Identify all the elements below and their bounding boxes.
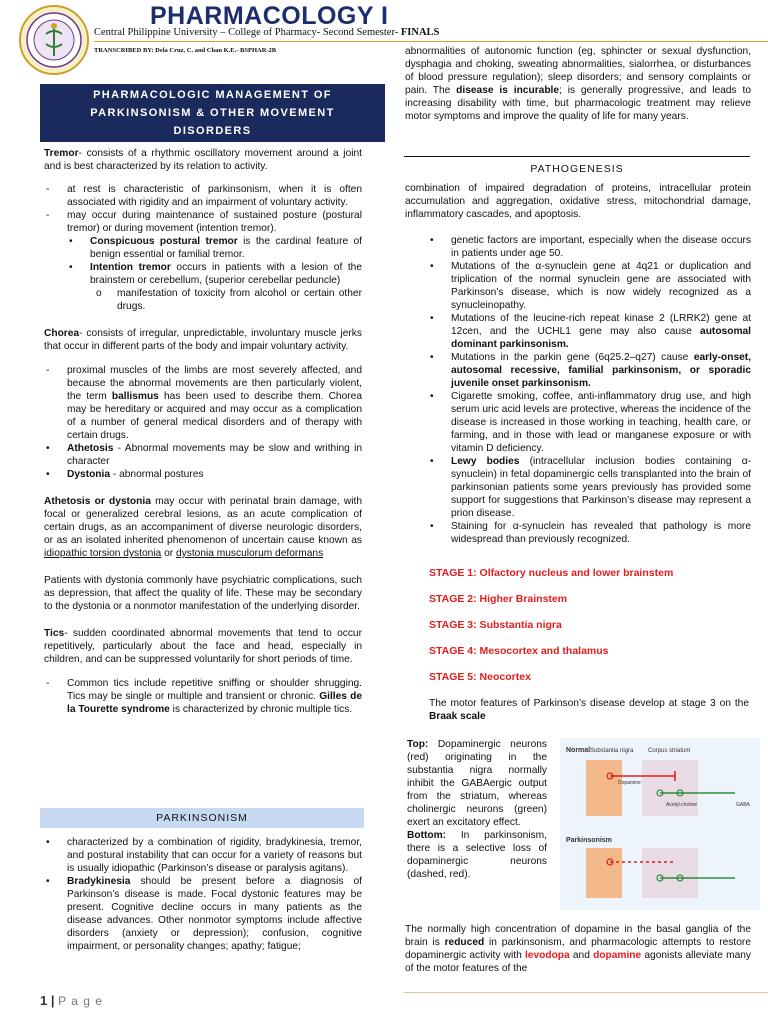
list-item: • Dystonia - abnormal postures (46, 469, 204, 480)
right-column-top (405, 45, 751, 123)
stage-3: STAGE 3: Substantia nigra (429, 619, 562, 631)
figure-label-nigra: Substantia nigra (590, 748, 634, 754)
list-item: • Mutations of the α-synuclein gene at 4q21 or duplication and triplication of the normal synuclein gene are associated with Parkinson’s disease, which is now widely recognized as a synucleinopathy. (430, 261, 751, 311)
figure-label-ach: Acetyl-choline (666, 802, 698, 808)
striatum-block-bottom (642, 848, 698, 898)
left-column (44, 147, 362, 716)
list-item: - Common tics include repetitive sniffing or shoulder shrugging. Tics may be single or multiple and transient or chronic. Gilles de la Tourette syndrome is characterized by chronic multiple tics. (46, 678, 362, 715)
stage-4: STAGE 4: Mesocortex and thalamus (429, 645, 609, 657)
list-item: o manifestation of toxicity from alcohol or certain other drugs. (96, 288, 362, 312)
pathogenesis-heading: PATHOGENESIS (530, 163, 624, 175)
list-item: - at rest is characteristic of parkinsonism, when it is often associated with rigidity and an impairment of voluntary activity. (46, 184, 362, 208)
psychiatric-paragraph: Patients with dystonia commonly have psychiatric complications, such as depression, that affect the quality of life. These may be secondary to the dystonia or a nonmotor manifestation of the underlying disorder. (44, 575, 362, 612)
document-title-line: DISORDERS (173, 125, 252, 137)
document-title-box (40, 84, 385, 142)
list-item: - may occur during maintenance of sustained posture (postural tremor) or during movement (intention tremor). (46, 210, 362, 234)
dopamine-pathway-figure (560, 738, 760, 910)
figure-label-gaba: GABA (736, 802, 750, 808)
course-title: PHARMACOLOGY I (150, 2, 389, 30)
list-item: • Bradykinesia should be present before a diagnosis of Parkinson’s disease is made. Focal dystonic features may be present. Cognitive decline occurs in many patients as the disease advances. Other nonmotor symptoms include affective disorders (anxiety or depression); confusion, cognitive impairment, or personality changes; apathy; fatigue; (46, 876, 362, 952)
list-item: - proximal muscles of the limbs are most severely affected, and because the abnormal movements are then particularly violent, the term ballismus has been used to describe them. Chorea may be hereditary or acquired and may occur as a complication of a number of general medical disorders and of therapy with certain drugs. (46, 365, 362, 441)
list-item: • genetic factors are important, especially when the disease occurs in patients under age 50. (430, 235, 751, 259)
nigra-block-top (586, 760, 622, 816)
parkinsonism-heading: PARKINSONISM (40, 808, 364, 828)
braak-paragraph: The motor features of Parkinson’s disease develop at stage 3 on the Braak scale (429, 698, 749, 722)
figure-label-parkinsonism: Parkinsonism (566, 837, 612, 844)
athetosis-dystonia-paragraph: Athetosis or dystonia may occur with perinatal brain damage, with focal or generalized cerebral lesions, as an acute complication of certain drugs, as an accompaniment of diverse neurologic disorders, or as an isolated inherited phenomenon of uncertain cause known as idiopathic torsion dystonia or dystonia musculorum deformans (44, 496, 362, 559)
figure-label-normal: Normal (566, 747, 591, 754)
chorea-definition: Chorea- consists of irregular, unpredictable, involuntary muscle jerks that occur in different parts of the body and impair voluntary activity. (44, 328, 362, 352)
list-item: • Cigarette smoking, coffee, anti-inflammatory drug use, and high serum uric acid levels are protective, whereas the incidence of the disease is increased in those working in teaching, health care, or farming, and in those with lead or manganese exposure or with vitamin D deficiency. (430, 391, 751, 454)
stage-1: STAGE 1: Olfactory nucleus and lower brainstem (429, 567, 674, 579)
list-item: • Athetosis - Abnormal movements may be slow and writhing in character (46, 443, 362, 467)
left-column-bottom (46, 836, 362, 953)
list-item: • Staining for α-synuclein has revealed that pathology is more widespread than previously recognized. (430, 521, 751, 545)
continued-paragraph: abnormalities of autonomic function (eg, sphincter or sexual dysfunction, dysphagia and choking, sweating abnormalities, sialorrhea, or disturbances of blood pressure regulation); sleep disorders; and sensory complaints or pain. The disease is incurable; is generally progressive, and leads to increasing disability with time, but pharmacologic treatment may relieve motor symptoms and improve the quality of life for many years. (405, 46, 751, 122)
header-divider (94, 41, 768, 42)
document-title-line: PARKINSONISM & OTHER MOVEMENT (90, 107, 335, 119)
list-item: • characterized by a combination of rigidity, bradykinesia, tremor, and postural instability that can occur for a variety of reasons but is usually idiopathic (Parkinson’s disease or paralysis agitans). (46, 837, 362, 874)
list-item: • Intention tremor occurs in patients with a lesion of the brainstem or cerebellum, (superior cerebellar peduncle) (69, 262, 362, 286)
nigra-block-bottom (586, 848, 622, 898)
list-item: • Mutations of the leucine-rich repeat kinase 2 (LRRK2) gene at 12cen, and the UCHL1 gene may also cause autosomal dominant parkinsonism. (430, 313, 751, 350)
figure-caption: Top: Dopaminergic neurons (red) originating in the substantia nigra normally inhibit the GABAergic output from the striatum, whereas cholinergic neurons (green) exert an excitatory effect. Bottom: In parkinsonism, there is a selective loss of dopaminergic neurons (dashed, red). (407, 739, 547, 880)
course-subtitle: Central Philippine University – College of Pharmacy- Second Semester- FINALS (94, 27, 440, 38)
list-item: • Mutations in the parkin gene (6q25.2–q27) cause early-onset, autosomal recessive, familial parkinsonism, or sporadic juvenile onset parkinsonism. (430, 352, 751, 389)
tics-definition: Tics- sudden coordinated abnormal movements that tend to occur repetitively, particularly about the face and head, especially in children, and can be suppressed voluntarily for short periods of time. (44, 628, 362, 665)
list-item: • Conspicuous postural tremor is the cardinal feature of benign essential or familial tremor. (69, 236, 363, 260)
pathogenesis-divider (404, 156, 750, 157)
page-footer: 1 | P a g e (40, 993, 103, 1008)
figure-label-striatum: Corpus striatum (648, 748, 691, 754)
stage-2: STAGE 2: Higher Brainstem (429, 593, 568, 605)
footer-divider (404, 992, 768, 993)
stage-5: STAGE 5: Neocortex (429, 671, 531, 683)
university-seal-logo (18, 4, 90, 76)
tremor-definition: Tremor- consists of a rhythmic oscillatory movement around a joint and is best characterized by its relation to activity. (44, 148, 362, 172)
document-title-line: PHARMACOLOGIC MANAGEMENT OF (93, 89, 332, 101)
final-paragraph: The normally high concentration of dopamine in the basal ganglia of the brain is reduced in parkinsonism, and pharmacologic attempts to restore dopaminergic activity with levodopa and dopamine agonists alleviate many of the motor features of the (405, 924, 751, 974)
figure-label-dopamine: Dopamine (618, 780, 641, 786)
list-item: • Lewy bodies (intracellular inclusion bodies containing α-synuclein) in fetal dopaminergic cells transplanted into the brain of parkinsonian patients some years previously has provided some support for suggestions that Parkinson’s disease may represent a prion disease. (430, 456, 752, 519)
pathogenesis-intro: combination of impaired degradation of proteins, intracellular protein accumulation and aggregation, oxidative stress, mitochondrial damage, inflammatory cascades, and apoptosis. (405, 183, 751, 220)
transcribed-by: TRANSCRIBED BY: Dela Cruz, C. and Chan K.E.- BSPHAR-2B (94, 47, 277, 54)
right-column-patho (405, 182, 751, 546)
